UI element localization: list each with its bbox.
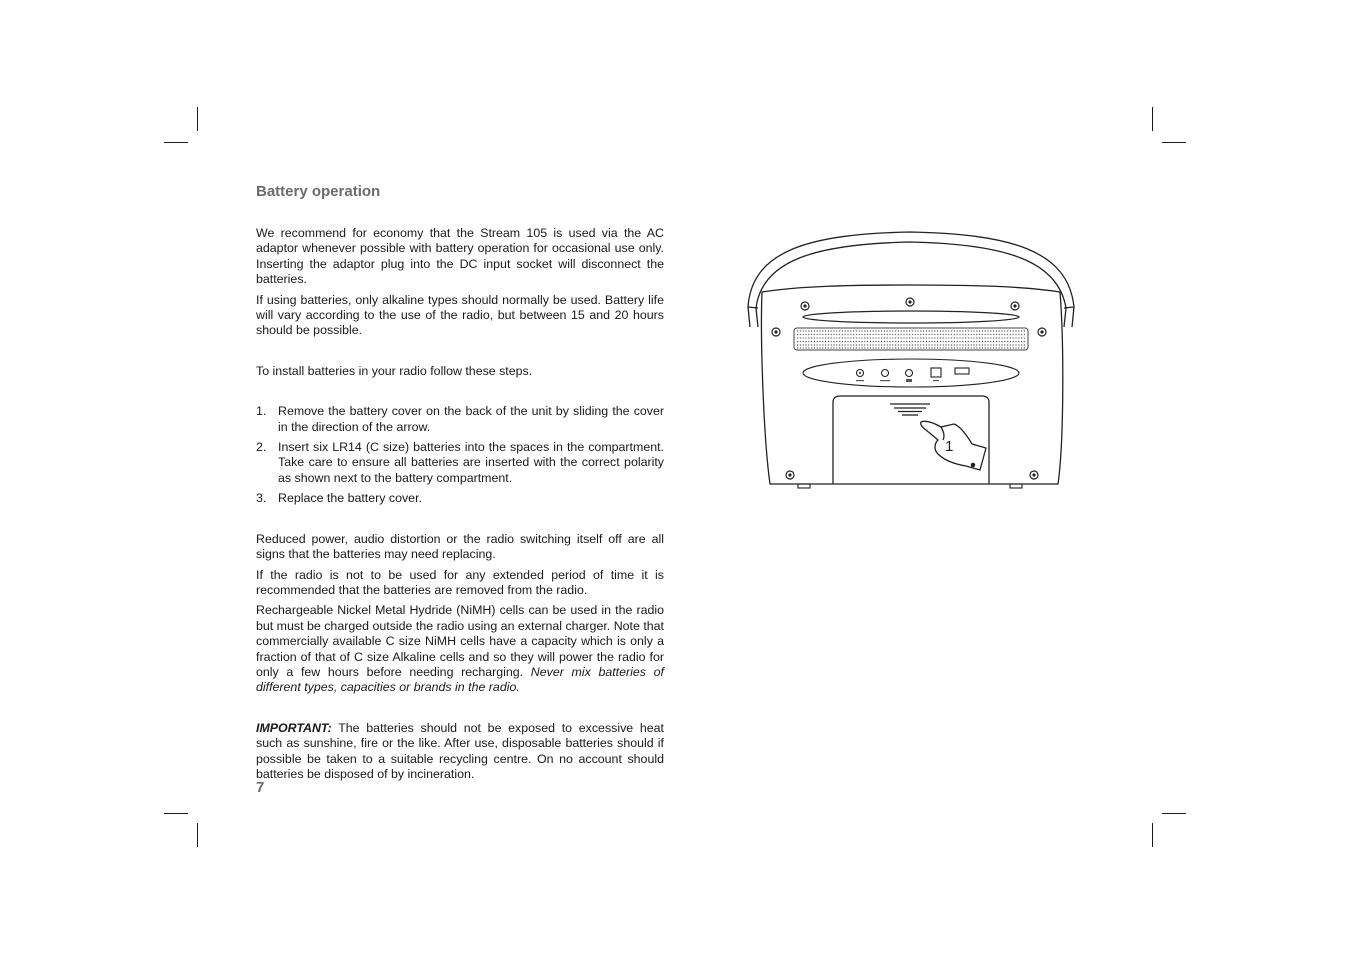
paragraph-important [256, 721, 664, 783]
step-number: 2. [256, 440, 267, 455]
paragraph-install-intro: To install batteries in your radio follow these steps. [256, 363, 533, 378]
radio-back-illustration [740, 222, 1085, 492]
speaker-grille-dots [797, 331, 1025, 348]
step-text: Replace the battery cover. [278, 491, 422, 506]
paragraph-battery-life: If using batteries, only alkaline types should normally be used. Battery life will vary according to the use of the radio, but between 15 and 20 hours should be possible. [256, 292, 664, 338]
crop-mark [1162, 813, 1186, 814]
pointing-hand-icon [921, 421, 986, 470]
paragraph-replacement-signs: Reduced power, audio distortion or the radio switching itself off are all signs that the batteries may need replacing. [256, 531, 664, 562]
important-text: The batteries should not be exposed to excessive heat such as sunshine, fire or the like. After use, disposable batteries should if possible be taken to a suitable recycling centre. On no account should batteries be disposed of by incineration. [256, 720, 665, 781]
important-label: IMPORTANT: [256, 720, 332, 735]
list-item [256, 491, 664, 506]
step-text: Remove the battery cover on the back of the unit by sliding the cover in the direction of the arrow. [278, 404, 664, 434]
slide-arrow-icon [890, 404, 930, 415]
crop-mark [197, 823, 198, 847]
list-item [256, 440, 664, 486]
paragraph-rechargeable [256, 603, 664, 695]
step-callout-number: 1 [945, 438, 954, 455]
section-heading: Battery operation [256, 183, 381, 200]
crop-mark [1162, 142, 1186, 143]
step-number: 1. [256, 404, 267, 419]
install-steps-list [256, 404, 664, 506]
list-item [256, 404, 664, 435]
page-number: 7 [256, 779, 265, 796]
crop-mark [1152, 107, 1153, 131]
mixing-warning: Never mix batteries of different types, capacities or brands in the radio. [256, 664, 664, 695]
paragraph-storage: If the radio is not to be used for any extended period of time it is recommended that the batteries are removed from the radio. [256, 567, 664, 597]
step-number: 3. [256, 491, 267, 506]
connector-panel [803, 359, 1019, 387]
paragraph-economy: We recommend for economy that the Stream 105 is used via the AC adaptor whenever possible with battery operation for occasional use only. Inserting the adaptor plug into the DC input socket will disconnect the batteries. [256, 226, 664, 287]
crop-mark [197, 107, 198, 131]
crop-mark [164, 813, 188, 814]
step-text: Insert six LR14 (C size) batteries into the spaces in the compartment. Take care to ensure all batteries are inserted with the correct polarity as shown next to the battery compartment. [278, 440, 664, 485]
body-text [256, 226, 664, 782]
rechargeable-text: Rechargeable Nickel Metal Hydride (NiMH) cells can be used in the radio but must be charged outside the radio using an external charger. Note that commercially available C size NiMH cells have a capacity which is only a fraction of that of C size Alkaline cells and so they will power the radio for only a few hours before needing recharging. [256, 603, 664, 679]
crop-mark [164, 142, 188, 143]
crop-mark [1152, 823, 1153, 847]
